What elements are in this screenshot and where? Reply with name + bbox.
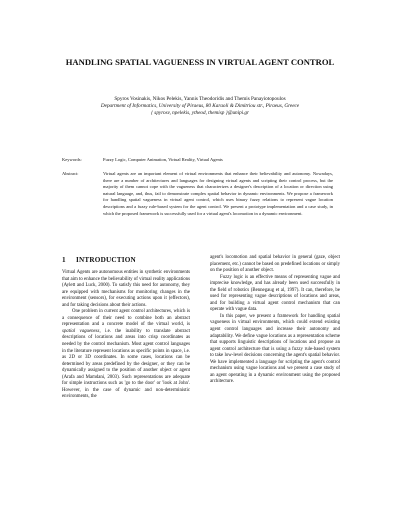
- section-title: INTRODUCTION: [76, 256, 136, 264]
- intro-paragraph-3: Fuzzy logic is an effective means of representing vague and imprecise knowledge, and has already been used successfully in the field of robotics (Bennegaug et al, 1997). It can, therefore, be used for representing vague descriptions of locations and areas, and for building a virtual agent control mechanism that can operate with vague data.: [210, 274, 340, 313]
- section-number: 1: [62, 256, 66, 264]
- abstract-text: Virtual agents are an important element of virtual environments that enhance their believability and autonomy. Nowadays, there are a number of architectures and languages for designing virtual agents and scripting their control process, but the majority of them cannot cope with the vagueness that characterizes a designer's description of a location or direction using natural language, and, thus, fail to demonstrate complex spatial behavior in dynamic environments. We propose a framework for handling spatial vagueness in virtual agent control, which uses binary fuzzy relations to represent vague location descriptions and a fuzzy rule-based system for the agent control. We present a prototype implementation and a case study, in which the proposed framework is successfully used for a virtual agent's locomotion in a dynamic environment.: [103, 171, 333, 216]
- author-affiliation: Department of Informatics, University of Piraeus, 80 Karaoli & Dimitriou str., Piraeus, Greece: [100, 103, 300, 109]
- author-emails: { spyrosv, npelekis, ytheod, themisp }@unipi.gr: [150, 110, 250, 116]
- intro-paragraph-2-continued: agent's locomotion and spatial behavior in general (gaze, object placement, etc.) cannot be based on predefined locations or simply on the position of another object.: [210, 255, 340, 274]
- intro-paragraph-1: Virtual Agents are autonomous entities in synthetic environments that aim to enhance the believability of virtual reality applications (Aylett and Luck, 2000). To satisfy this need for autonomy, they are equipped with mechanisms for monitoring changes in the environment (sensors), for executing actions upon it (effectors), and for taking decisions about their actions.: [62, 270, 190, 308]
- intro-paragraph-4: In this paper, we present a framework for handling spatial vagueness in virtual environments, which could extend existing agent control languages and increase their autonomy and adaptability. We define vague locations as a representation scheme that supports linguistic descriptions of locations and propose an agent control architecture that is using a fuzzy rule-based system to take low-level decisions concerning the agent's spatial behavior. We have implemented a language for scripting the agent's control mechanism using vague locations and we present a case study of an agent operating in a dynamic environment using the proposed architecture.: [210, 313, 340, 385]
- intro-paragraph-2-rest: , i.e. the inability to translate abstract descriptions of locations and areas into crisp coordinates as needed by the control mechanism. Most agent control languages in the literature represent locations as specific points in space, i.e. as 2D or 3D coordinates. In some cases, locations can be determined by areas predefined by the designer, or they can be dynamically assigned to the position of another object or agent (Arafa and Mamdani, 2003). Such representations are adequate for simple instructions such as 'go to the door' or 'look at John'. However, in the case of dynamic and non-deterministic environments, the: [62, 328, 190, 400]
- keywords-text: Fuzzy Logic, Computer Animation, Virtual Reality, Virtual Agents: [103, 157, 223, 162]
- term-spatial-vagueness: spatial vagueness: [62, 328, 100, 334]
- abstract-label: Abstract:: [62, 171, 79, 176]
- section-heading: [62, 256, 136, 265]
- intro-paragraph-2: [62, 309, 190, 401]
- paper-title: HANDLING SPATIAL VAGUENESS IN VIRTUAL AGENT CONTROL: [65, 57, 335, 67]
- intro-paragraph-2-start: One problem in current agent control architectures, which is a consequence of their need to combine both an abstract representation and a concrete model of the virtual world, is: [62, 309, 190, 328]
- right-column: [210, 255, 340, 386]
- author-block: [40, 96, 360, 117]
- left-column: [62, 270, 190, 401]
- author-names: Spyros Vosinakis, Nikos Pelekis, Yannis Theodoridis and Themis Panayiotopoulos: [114, 96, 286, 102]
- keywords-label: Keywords:: [62, 157, 82, 162]
